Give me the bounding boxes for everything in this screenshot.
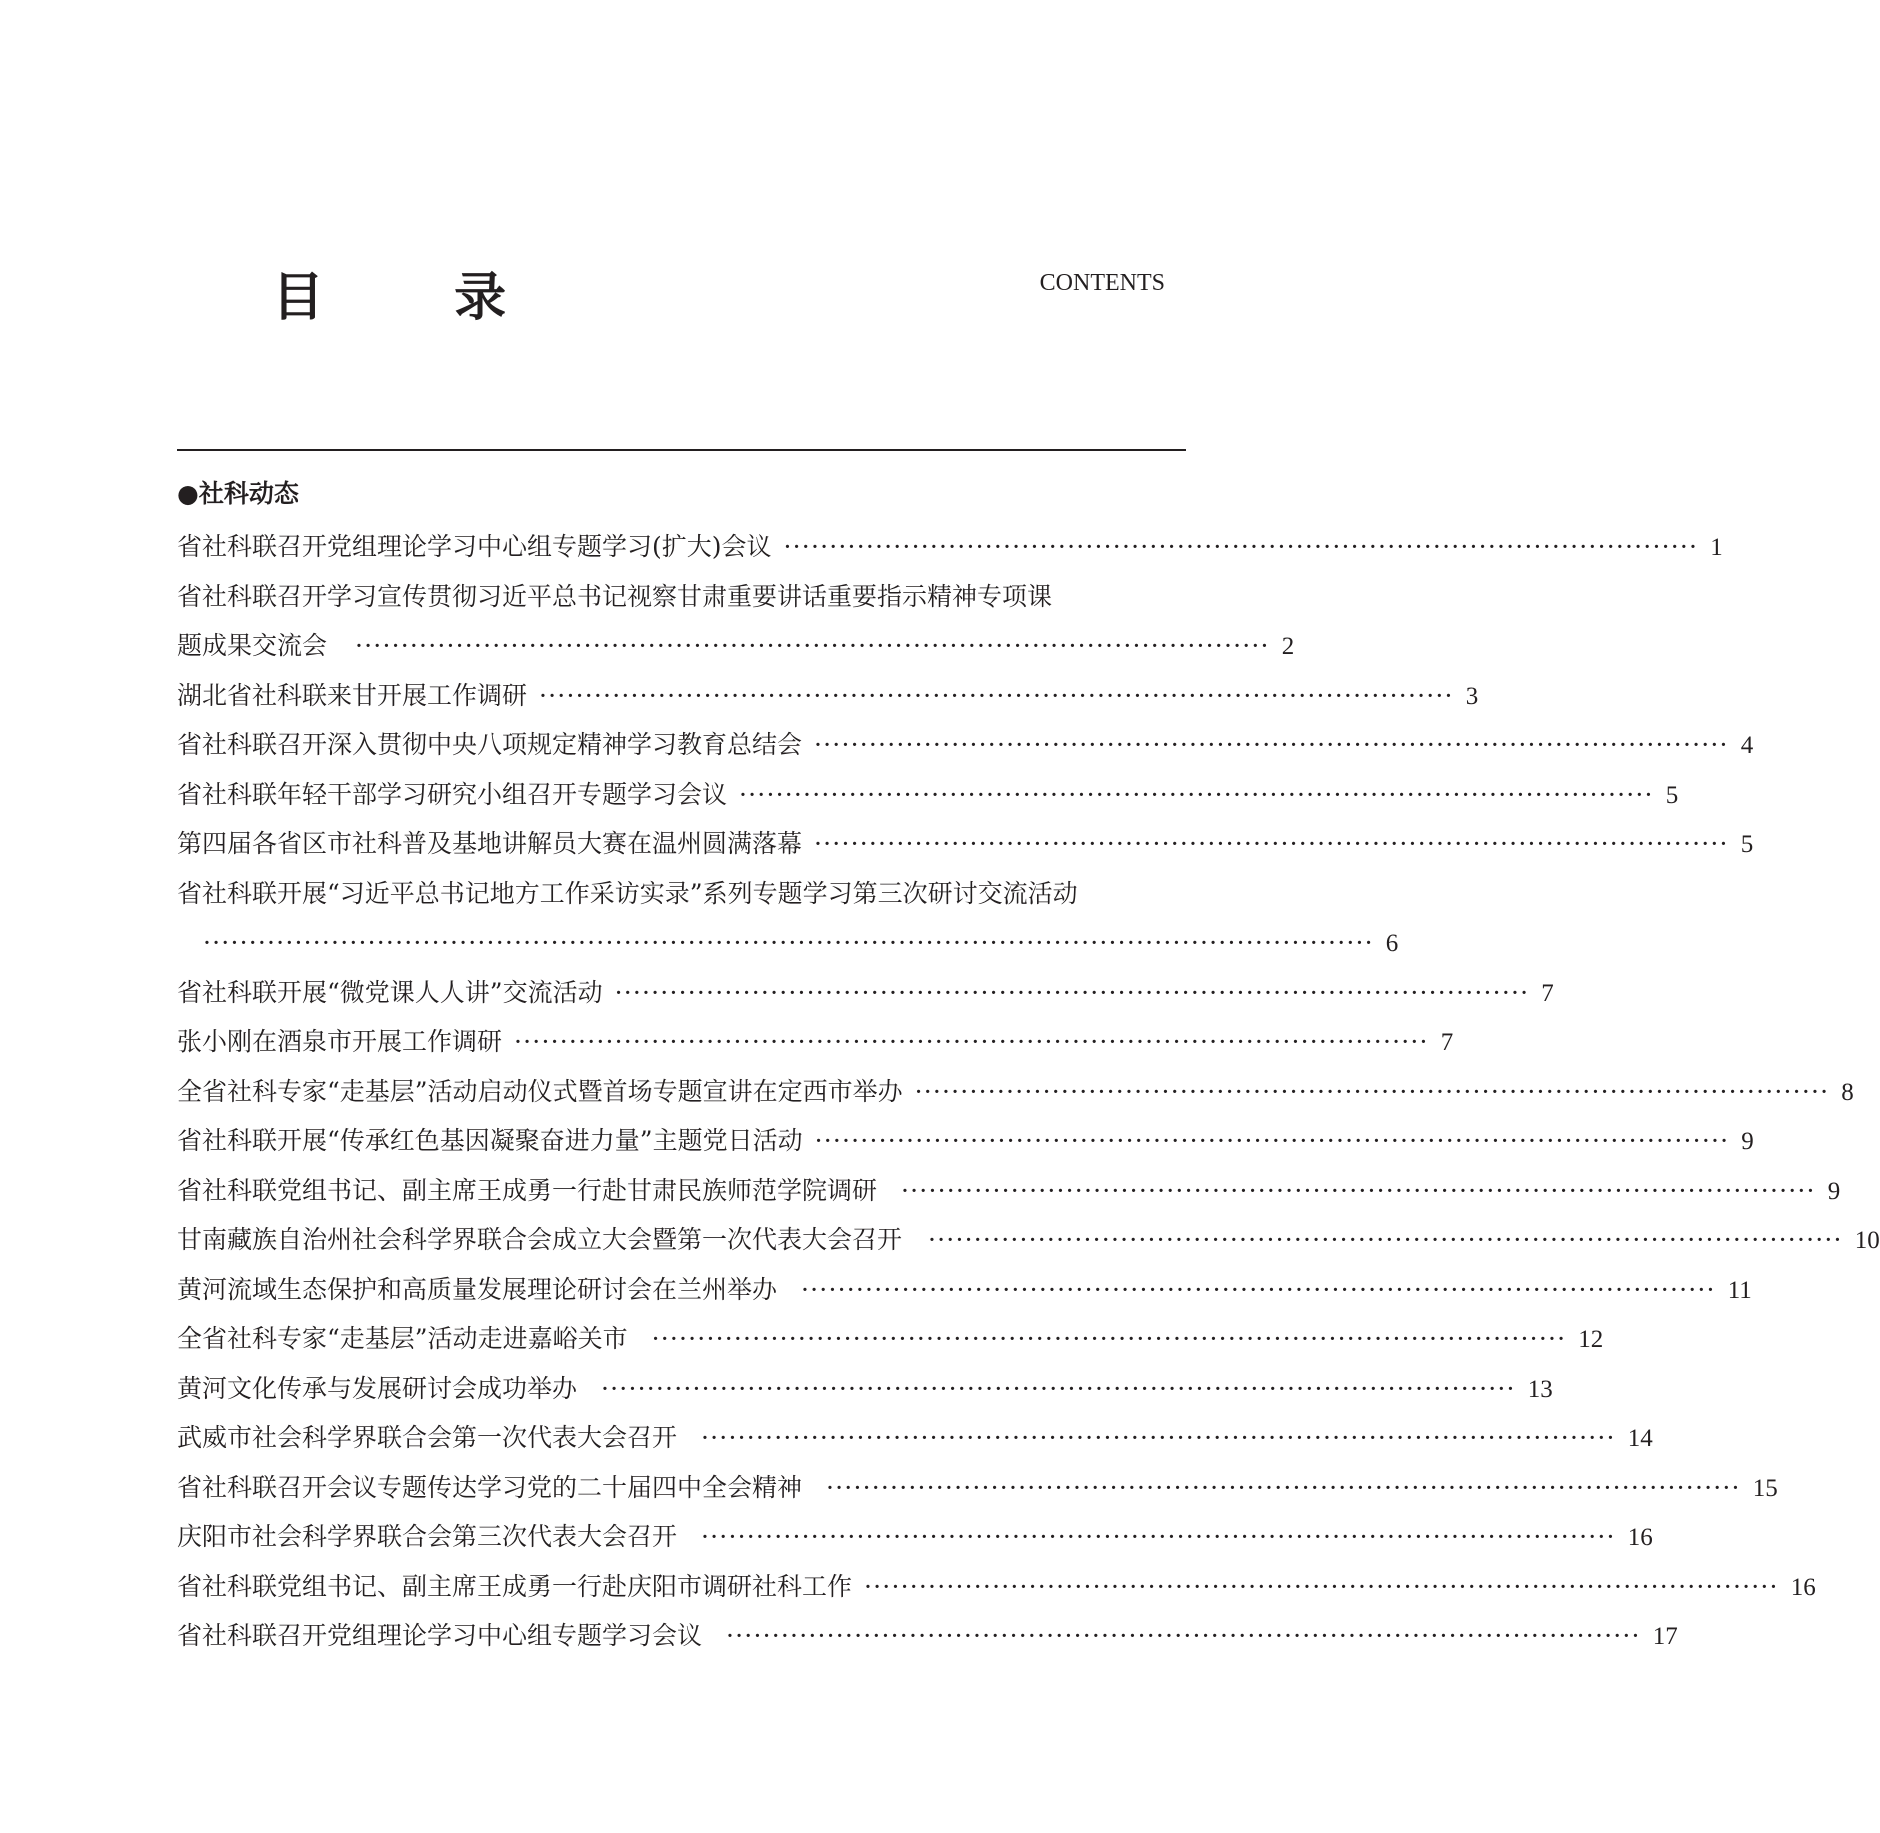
toc-page-number: 1	[1710, 534, 1723, 561]
toc-entry[interactable]	[177, 869, 1399, 968]
toc-page-number: 17	[1652, 1623, 1678, 1650]
toc-entry[interactable]	[177, 1215, 1880, 1265]
toc-entry[interactable]	[177, 1364, 1553, 1414]
dot-leader: ····································································································	[701, 1522, 1616, 1551]
dot-leader: ····································································································	[514, 1027, 1429, 1056]
dot-leader: ····································································································	[814, 829, 1729, 858]
dot-leader: ····································································································	[814, 730, 1729, 759]
section-heading: ●社科动态	[177, 479, 299, 508]
toc-entry-title: 省社科联党组书记、副主席王成勇一行赴庆阳市调研社科工作	[177, 1571, 853, 1601]
toc-page-number: 13	[1527, 1375, 1553, 1403]
toc-page-number: 2	[1281, 633, 1295, 660]
dot-leader: ····································································································	[914, 1076, 1830, 1106]
toc-entry[interactable]	[177, 720, 1754, 770]
dot-leader: ····································································································	[801, 1274, 1716, 1304]
toc-page-number: 9	[1827, 1177, 1841, 1205]
dot-leader: ····································································································	[601, 1373, 1516, 1403]
toc-page-number: 14	[1627, 1425, 1653, 1452]
toc-page-number: 15	[1752, 1474, 1778, 1502]
toc-entry-title: 甘南藏族自治州社会科学界联合会成立大会暨第一次代表大会召开	[177, 1225, 903, 1254]
toc-page-number: 7	[1440, 1029, 1454, 1056]
toc-entry-title: 全省社科专家“走基层”活动走进嘉峪关市	[177, 1324, 628, 1353]
toc-entry-title: 省社科联党组书记、副主席王成勇一行赴甘肃民族师范学院调研	[177, 1175, 878, 1205]
toc-entry[interactable]	[177, 968, 1554, 1018]
toc-entry-title: 张小刚在酒泉市开展工作调研	[177, 1027, 503, 1056]
dot-leader: ····································································································	[814, 1126, 1730, 1155]
toc-entry[interactable]	[177, 1512, 1653, 1562]
contents-label: CONTENTS	[1039, 270, 1165, 296]
dot-leader: ····································································································	[355, 631, 1270, 660]
toc-page-number: 4	[1740, 732, 1754, 759]
toc-entry-title: 湖北省社科联来甘开展工作调研	[177, 680, 528, 710]
toc-entry[interactable]	[177, 1166, 1841, 1216]
toc-entry-title: 第四届各省区市社科普及基地讲解员大赛在温州圆满落幕	[177, 829, 803, 858]
dot-leader: ····································································································	[539, 680, 1454, 710]
toc-entry-title: 黄河流域生态保护和高质量发展理论研讨会在兰州举办	[177, 1274, 778, 1304]
toc-entry-title: 省社科联开展“传承红色基因凝聚奋进力量”主题党日活动	[177, 1126, 803, 1155]
toc-page-number: 12	[1578, 1326, 1604, 1353]
table-of-contents	[177, 522, 1880, 1661]
toc-entry-title: 省社科联年轻干部学习研究小组召开专题学习会议	[177, 779, 728, 809]
toc-entry[interactable]	[177, 1265, 1752, 1315]
toc-entry-title: 省社科联开展“微党课人人讲”交流活动	[177, 977, 603, 1007]
toc-page-number: 3	[1465, 682, 1479, 710]
toc-entry-title-continued: 题成果交流会	[177, 631, 328, 660]
toc-entry[interactable]	[177, 1562, 1816, 1612]
toc-entry-title: 省社科联开展“习近平总书记地方工作采访实录”系列专题学习第三次研讨交流活动	[177, 878, 1078, 908]
toc-page-number: 6	[1385, 930, 1399, 957]
toc-entry[interactable]	[177, 1017, 1454, 1067]
toc-entry-title: 省社科联召开会议专题传达学习党的二十届四中全会精神	[177, 1472, 803, 1502]
toc-page-number: 8	[1841, 1078, 1854, 1106]
toc-entry-title: 省社科联召开党组理论学习中心组专题学习会议	[177, 1621, 703, 1650]
toc-entry-title: 省社科联召开深入贯彻中央八项规定精神学习教育总结会	[177, 730, 803, 759]
dot-leader: ····································································································	[726, 1621, 1641, 1650]
toc-page-number: 7	[1541, 979, 1554, 1007]
toc-entry[interactable]	[177, 572, 1295, 671]
toc-page-number: 16	[1790, 1573, 1816, 1601]
dot-leader: ····································································································	[701, 1423, 1616, 1452]
toc-page-number: 5	[1665, 781, 1679, 809]
toc-entry[interactable]	[177, 1067, 1854, 1117]
dot-leader: ····································································································	[651, 1324, 1567, 1353]
dot-leader: ····································································································	[783, 532, 1699, 561]
toc-page-number: 10	[1854, 1227, 1880, 1254]
toc-entry[interactable]	[177, 1463, 1778, 1513]
toc-entry[interactable]	[177, 819, 1754, 869]
toc-page-number: 5	[1740, 831, 1754, 858]
toc-entry[interactable]	[177, 671, 1479, 721]
dot-leader: ····································································································	[614, 977, 1530, 1007]
dot-leader: ····································································································	[864, 1571, 1779, 1601]
toc-entry[interactable]	[177, 522, 1723, 572]
toc-entry[interactable]	[177, 1314, 1604, 1364]
dot-leader: ································································································································	[203, 928, 1374, 957]
toc-entry-title: 庆阳市社会科学界联合会第三次代表大会召开	[177, 1522, 678, 1551]
toc-page-number: 11	[1727, 1276, 1752, 1304]
toc-entry-title: 武威市社会科学界联合会第一次代表大会召开	[177, 1423, 678, 1452]
toc-entry-title: 全省社科专家“走基层”活动启动仪式暨首场专题宣讲在定西市举办	[177, 1076, 903, 1106]
page-title: 目 录	[272, 267, 563, 328]
toc-page-number: 16	[1627, 1524, 1653, 1551]
header-divider	[177, 449, 1186, 451]
toc-entry-title: 省社科联召开学习宣传贯彻习近平总书记视察甘肃重要讲话重要指示精神专项课	[177, 581, 1053, 611]
dot-leader: ····································································································	[826, 1472, 1741, 1502]
toc-entry[interactable]	[177, 1116, 1754, 1166]
toc-entry-title: 黄河文化传承与发展研讨会成功举办	[177, 1373, 578, 1403]
dot-leader: ····································································································	[901, 1175, 1816, 1205]
toc-entry[interactable]	[177, 770, 1679, 820]
dot-leader: ····································································································	[739, 779, 1654, 809]
toc-entry[interactable]	[177, 1611, 1678, 1661]
toc-page-number: 9	[1741, 1128, 1754, 1155]
dot-leader: ····································································································	[928, 1225, 1843, 1254]
toc-entry-title: 省社科联召开党组理论学习中心组专题学习(扩大)会议	[177, 532, 772, 561]
toc-entry[interactable]	[177, 1413, 1653, 1463]
